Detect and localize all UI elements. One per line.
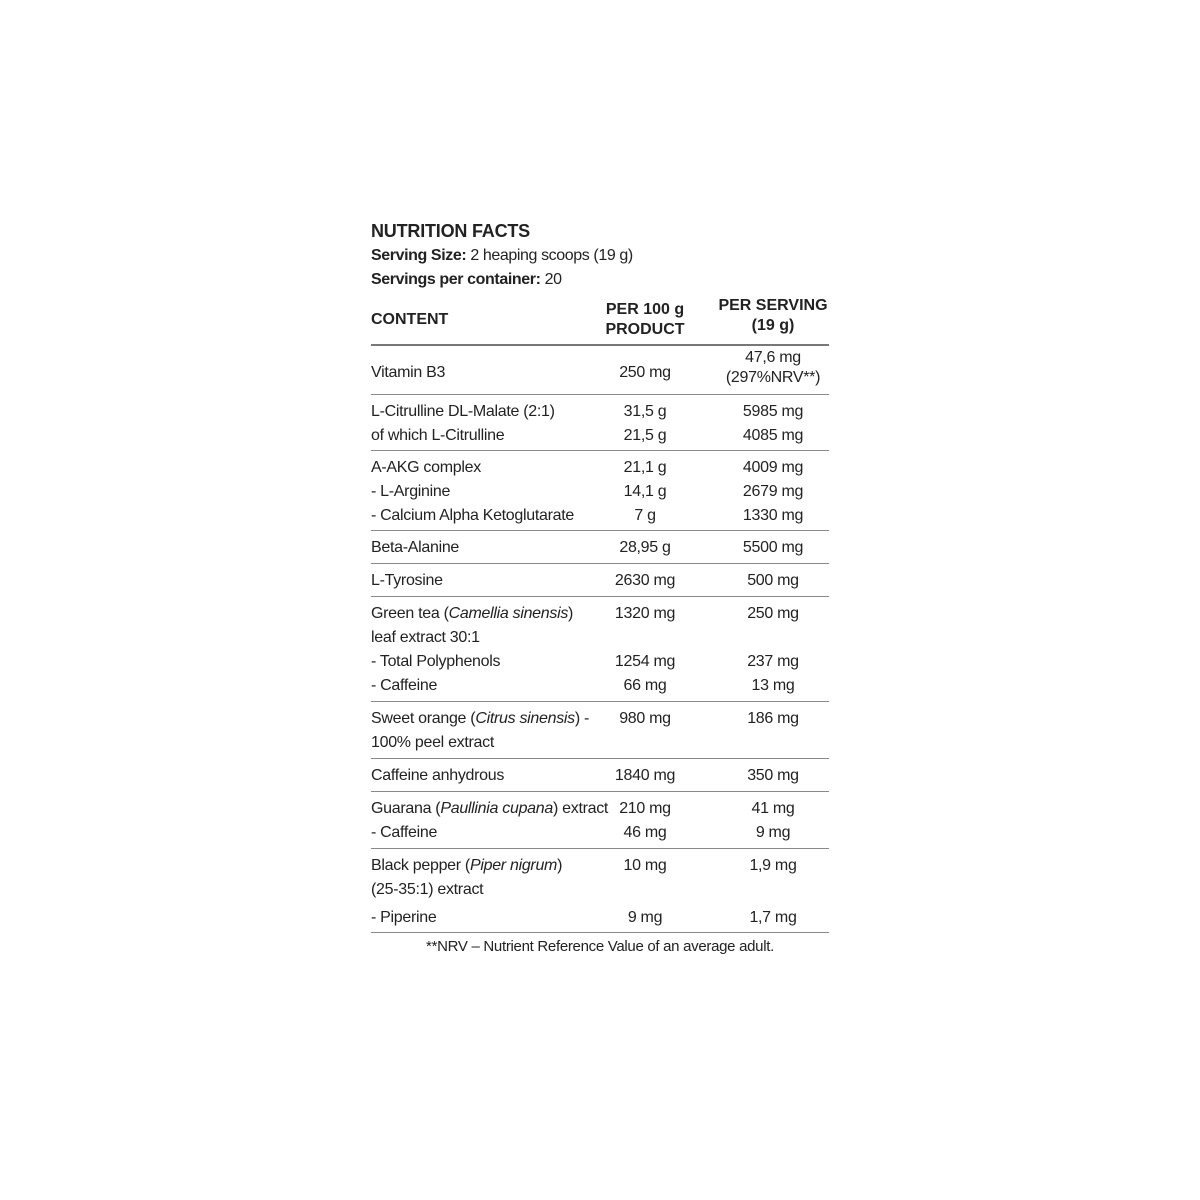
- ingredient-name-suffix: ) extract: [552, 800, 609, 817]
- servings-per-container-label: Servings per container:: [371, 271, 541, 288]
- ingredient-latin-name: Citrus sinensis: [475, 710, 575, 727]
- table-row-line: [371, 536, 829, 560]
- value-per-serving: 250 mg: [747, 605, 799, 622]
- value-per-100g: 1254 mg: [614, 653, 676, 670]
- ingredient-name: [371, 854, 562, 878]
- value-per-100g: 14,1 g: [623, 483, 667, 500]
- value-per-serving: 237 mg: [747, 653, 799, 670]
- value-per-serving: 500 mg: [747, 572, 799, 589]
- value-per-100g: 31,5 g: [623, 403, 667, 420]
- value-per-100g: 21,1 g: [623, 459, 667, 476]
- ingredient-name-suffix: ): [557, 857, 563, 874]
- ingredient-name: - Calcium Alpha Ketoglutarate: [371, 507, 574, 524]
- table-row-line: [371, 424, 829, 448]
- value-per-serving: 1,9 mg: [749, 857, 797, 874]
- table-row-line: [371, 764, 829, 788]
- table-body: [371, 346, 829, 933]
- value-per-serving: 41 mg: [751, 800, 795, 817]
- nutrition-facts-panel: [371, 218, 829, 955]
- value-per-100g: 66 mg: [623, 677, 667, 694]
- header-per-100g-line1: PER 100 g: [605, 301, 685, 318]
- table-row-line: [371, 504, 829, 528]
- value-per-100g: 1320 mg: [614, 605, 676, 622]
- ingredient-latin-name: Piper nigrum: [469, 857, 558, 874]
- table-row: [371, 702, 829, 759]
- table-row-line: [371, 707, 829, 731]
- ingredient-name-prefix: Green tea (: [371, 605, 449, 622]
- ingredient-name: Caffeine anhydrous: [371, 767, 505, 784]
- ingredient-name: L-Citrulline DL-Malate (2:1): [371, 403, 555, 420]
- footnote: **NRV – Nutrient Reference Value of an average adult.: [426, 938, 774, 955]
- table-row: [371, 451, 829, 531]
- ingredient-name-prefix: Black pepper (: [371, 857, 470, 874]
- ingredient-name: Vitamin B3: [371, 364, 446, 381]
- servings-per-container: [371, 268, 829, 292]
- ingredient-name: L-Tyrosine: [371, 572, 443, 589]
- servings-per-container-value: 20: [544, 271, 562, 288]
- ingredient-name: of which L-Citrulline: [371, 427, 505, 444]
- header-content: CONTENT: [371, 311, 449, 328]
- table-row-line: [371, 569, 829, 593]
- value-per-serving-line: (297%NRV**): [725, 369, 821, 386]
- table-row-line: [371, 878, 829, 906]
- value-per-100g: 980 mg: [619, 710, 671, 727]
- ingredient-name: - Total Polyphenols: [371, 653, 501, 670]
- value-per-serving: 4009 mg: [742, 459, 804, 476]
- ingredient-name: [371, 797, 608, 821]
- value-per-100g: 250 mg: [619, 364, 671, 381]
- ingredient-latin-name: Paullinia cupana: [440, 800, 553, 817]
- table-row-line: [371, 674, 829, 698]
- table-row-line: [371, 650, 829, 674]
- value-per-serving: 1,7 mg: [749, 909, 797, 926]
- header-per-serving-line2: (19 g): [751, 317, 795, 334]
- table-row: [371, 597, 829, 702]
- value-per-serving: 2679 mg: [742, 483, 804, 500]
- value-per-100g: 21,5 g: [623, 427, 667, 444]
- ingredient-name: (25-35:1) extract: [371, 881, 484, 898]
- table-row-line: [371, 602, 829, 626]
- ingredient-name: - Piperine: [371, 909, 437, 926]
- value-per-serving: 5985 mg: [742, 403, 804, 420]
- table-row-line: [371, 400, 829, 424]
- value-per-100g: 210 mg: [619, 800, 671, 817]
- header-per-100g-line2: PRODUCT: [605, 321, 685, 338]
- value-per-serving: 13 mg: [751, 677, 795, 694]
- value-per-serving-line: 47,6 mg: [745, 349, 801, 366]
- ingredient-name: - L-Arginine: [371, 483, 451, 500]
- ingredient-name-suffix: ): [568, 605, 574, 622]
- table-row-line: [371, 626, 829, 650]
- table-row: [371, 346, 829, 395]
- table-row: [371, 759, 829, 792]
- ingredient-name: - Caffeine: [371, 677, 438, 694]
- header-per-serving-line1: PER SERVING: [718, 297, 828, 314]
- table-row-line: [371, 797, 829, 821]
- value-per-100g: 2630 mg: [614, 572, 676, 589]
- table-row: [371, 395, 829, 451]
- serving-size: [371, 244, 829, 268]
- ingredient-name-prefix: Guarana (: [371, 800, 441, 817]
- serving-size-value: 2 heaping scoops (19 g): [470, 247, 633, 264]
- table-row-line: [371, 854, 829, 878]
- ingredient-name: - Caffeine: [371, 824, 438, 841]
- value-per-serving: [717, 348, 829, 388]
- ingredient-latin-name: Camellia sinensis: [448, 605, 569, 622]
- table-row-line: [371, 349, 829, 392]
- value-per-serving: 186 mg: [747, 710, 799, 727]
- table-row: [371, 564, 829, 597]
- value-per-serving: 4085 mg: [742, 427, 804, 444]
- ingredient-name-suffix: ) -: [574, 710, 590, 727]
- value-per-serving: 9 mg: [755, 824, 791, 841]
- value-per-100g: 46 mg: [623, 824, 667, 841]
- ingredient-name: leaf extract 30:1: [371, 629, 480, 646]
- table-header: [371, 296, 829, 346]
- table-row: [371, 849, 829, 933]
- table-row: [371, 792, 829, 849]
- serving-size-label: Serving Size:: [371, 247, 467, 264]
- value-per-100g: 28,95 g: [619, 539, 671, 556]
- header-per-serving: [717, 296, 829, 336]
- table-row-line: [371, 731, 829, 755]
- value-per-serving: 350 mg: [747, 767, 799, 784]
- table-row: [371, 531, 829, 564]
- table-row-line: [371, 480, 829, 504]
- ingredient-name: [371, 602, 573, 626]
- table-row-line: [371, 456, 829, 480]
- value-per-100g: 1840 mg: [614, 767, 676, 784]
- header-per-100g: [590, 300, 700, 340]
- table-row-line: [371, 906, 829, 930]
- ingredient-name-prefix: Sweet orange (: [371, 710, 476, 727]
- ingredient-name: 100% peel extract: [371, 734, 494, 751]
- value-per-serving: 5500 mg: [742, 539, 804, 556]
- ingredient-name: A-AKG complex: [371, 459, 481, 476]
- value-per-100g: 7 g: [634, 507, 656, 524]
- ingredient-name: [371, 707, 589, 731]
- value-per-100g: 9 mg: [627, 909, 663, 926]
- value-per-100g: 10 mg: [623, 857, 667, 874]
- table-row-line: [371, 821, 829, 845]
- value-per-serving: 1330 mg: [742, 507, 804, 524]
- page-title: NUTRITION FACTS: [371, 221, 530, 241]
- ingredient-name: Beta-Alanine: [371, 539, 460, 556]
